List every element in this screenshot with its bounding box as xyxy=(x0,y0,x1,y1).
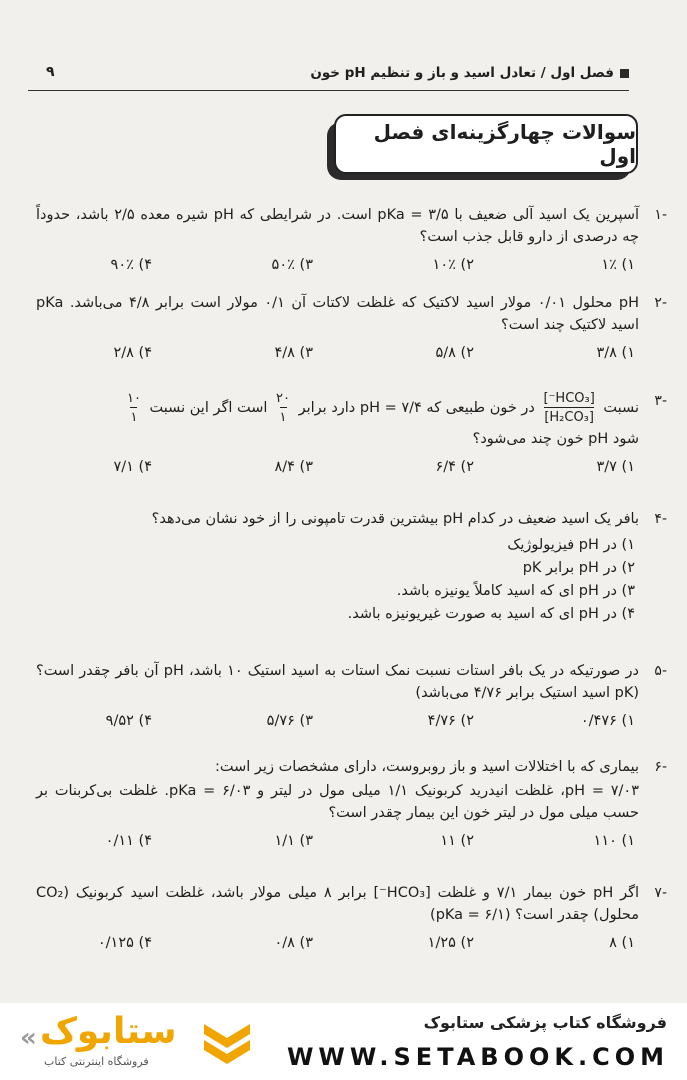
fraction-denominator: [H₂CO₃] xyxy=(544,407,594,426)
options-row xyxy=(36,452,639,478)
question-text: بافر یک اسید ضعیف در کدام pH بیشترین قدرت تامپونی را از خود نشان می‌دهد؟ xyxy=(151,511,639,527)
ratio-fraction xyxy=(127,390,141,426)
fraction-denominator: ۱ xyxy=(280,407,287,426)
question-text: pH = ۷/۰۳، غلظت انیدرید کربونیک ۱/۱ میلی مول در لیتر و pKa = ۶/۰۳. غلظت بی‌کربنات بر حسب میلی مول در لیتر خون این بیمار چقدر است؟ xyxy=(36,783,640,821)
question-text xyxy=(36,390,639,426)
fraction-numerator: ۲۰ xyxy=(276,391,290,406)
question-number: -۷ xyxy=(654,885,667,901)
option: ۳) ۵/۷۶ xyxy=(266,713,313,729)
options-row xyxy=(36,826,639,852)
page-number: ۹ xyxy=(46,64,55,80)
chapter-title-text: فصل اول / تعادل اسید و باز و تنظیم pH خون xyxy=(310,65,614,81)
option: ۲) ۶/۴ xyxy=(435,459,474,475)
question-number: -۲ xyxy=(654,295,667,311)
option: ۲) ۱/۲۵ xyxy=(427,935,474,951)
option: ۴) ۰/۱۱ xyxy=(105,833,152,849)
option: ۱) ۳/۸ xyxy=(596,345,635,361)
question-4 xyxy=(36,508,667,626)
option: ۴) ۲/۸ xyxy=(113,345,152,361)
logo-wordmark: ستابوک xyxy=(40,1011,177,1052)
option: ۲) ۱۰٪ xyxy=(432,257,474,273)
text-segment: است اگر این نسبت xyxy=(149,400,268,416)
option: ۱) ۱٪ xyxy=(601,257,635,273)
options-row xyxy=(36,706,639,732)
store-footer xyxy=(0,1003,687,1080)
question-number: -۶ xyxy=(654,759,667,775)
option: ۱) ۳/۷ xyxy=(596,459,635,475)
option: ۴) ۷/۱ xyxy=(113,459,152,475)
question-text: اگر pH خون بیمار ۷/۱ و غلظت [HCO₃⁻] برابر ۸ میلی مولار باشد، غلظت اسید کربونیک (CO₂ محلول) چقدر است؟ (pKa = ۶/۱) xyxy=(36,885,639,923)
option: ۱) ۰/۴۷۶ xyxy=(580,713,635,729)
header-rule xyxy=(28,90,629,91)
question-number: -۳ xyxy=(654,393,667,409)
question-5 xyxy=(36,660,667,732)
question-text: بیماری که با اختلالات اسید و باز روبروست، دارای مشخصات زیر است: xyxy=(215,759,639,775)
setabook-logo-icon xyxy=(200,1018,254,1070)
text-segment: نسبت xyxy=(603,400,639,416)
option: ۲) ۱۱ xyxy=(440,833,474,849)
option: ۱) ۸ xyxy=(609,935,635,951)
fraction-denominator: ۱ xyxy=(130,407,137,426)
option: ۳) در pH ای که اسید کاملاً یونیزه باشد. xyxy=(396,583,635,599)
logo-subtitle: فروشگاه اینترنتی کتاب xyxy=(44,1055,149,1068)
question-text: در صورتیکه در یک بافر استات نسبت نمک استات به اسید استیک ۱۰ باشد، pH آن بافر چقدر است؟ (pK اسید استیک برابر ۴/۷۶ می‌باشد) xyxy=(36,663,639,701)
option: ۳) ۴/۸ xyxy=(274,345,313,361)
question-number: -۴ xyxy=(654,511,667,527)
banner-title: سوالات چهارگزینه‌ای فصل اول xyxy=(334,114,638,174)
text-segment: در خون طبیعی که pH = ۷/۴ دارد برابر xyxy=(298,400,535,416)
shop-url-link[interactable]: WWW.SETABOOK.COM xyxy=(286,1043,669,1071)
question-2 xyxy=(36,292,667,364)
shop-name: فروشگاه کتاب پزشکی ستابوک xyxy=(423,1013,667,1032)
running-header xyxy=(28,64,629,86)
options-row xyxy=(36,250,639,276)
fraction-numerator: ۱۰ xyxy=(126,391,141,406)
option: ۲) در pH برابر pK xyxy=(522,560,635,576)
bicarbonate-ratio-fraction xyxy=(543,390,594,426)
option: ۱) در pH فیزیولوژیک xyxy=(507,537,635,553)
ratio-fraction xyxy=(276,390,290,426)
question-number: -۱ xyxy=(654,207,667,223)
option: ۴) در pH ای که اسید به صورت غیریونیزه باشد. xyxy=(347,606,635,622)
options-list xyxy=(36,534,639,626)
option: ۴) ۹/۵۲ xyxy=(105,713,152,729)
options-row xyxy=(36,338,639,364)
question-number: -۵ xyxy=(654,663,667,679)
question-7 xyxy=(36,882,667,954)
chapter-title xyxy=(310,65,629,81)
question-1 xyxy=(36,204,667,276)
question-3 xyxy=(36,390,667,478)
options-row xyxy=(36,928,639,954)
option: ۳) ۱/۱ xyxy=(274,833,313,849)
option: ۴) ۹۰٪ xyxy=(110,257,152,273)
option: ۲) ۴/۷۶ xyxy=(427,713,474,729)
question-text: شود pH خون چند می‌شود؟ xyxy=(472,431,639,447)
chevrons-left-icon: « xyxy=(20,1023,37,1053)
fraction-numerator: [HCO₃⁻] xyxy=(543,391,595,406)
option: ۲) ۵/۸ xyxy=(435,345,474,361)
option: ۳) ۵۰٪ xyxy=(271,257,313,273)
question-text: آسپرین یک اسید آلی ضعیف با pKa = ۳/۵ است. در شرایطی که pH شیره معده ۲/۵ باشد، حدوداً چه درصدی از دارو قابل جذب است؟ xyxy=(36,207,640,245)
section-banner xyxy=(332,112,642,178)
question-6 xyxy=(36,756,667,852)
option: ۱) ۱۱۰ xyxy=(593,833,635,849)
option: ۴) ۰/۱۲۵ xyxy=(97,935,152,951)
option: ۳) ۰/۸ xyxy=(274,935,313,951)
option: ۳) ۸/۴ xyxy=(274,459,313,475)
question-text: pH محلول ۰/۰۱ مولار اسید لاکتیک که غلظت لاکتات آن ۰/۱ مولار است برابر ۴/۸ می‌باشد. pKa اسید لاکتیک چند است؟ xyxy=(36,295,639,333)
square-bullet-icon xyxy=(620,69,629,78)
